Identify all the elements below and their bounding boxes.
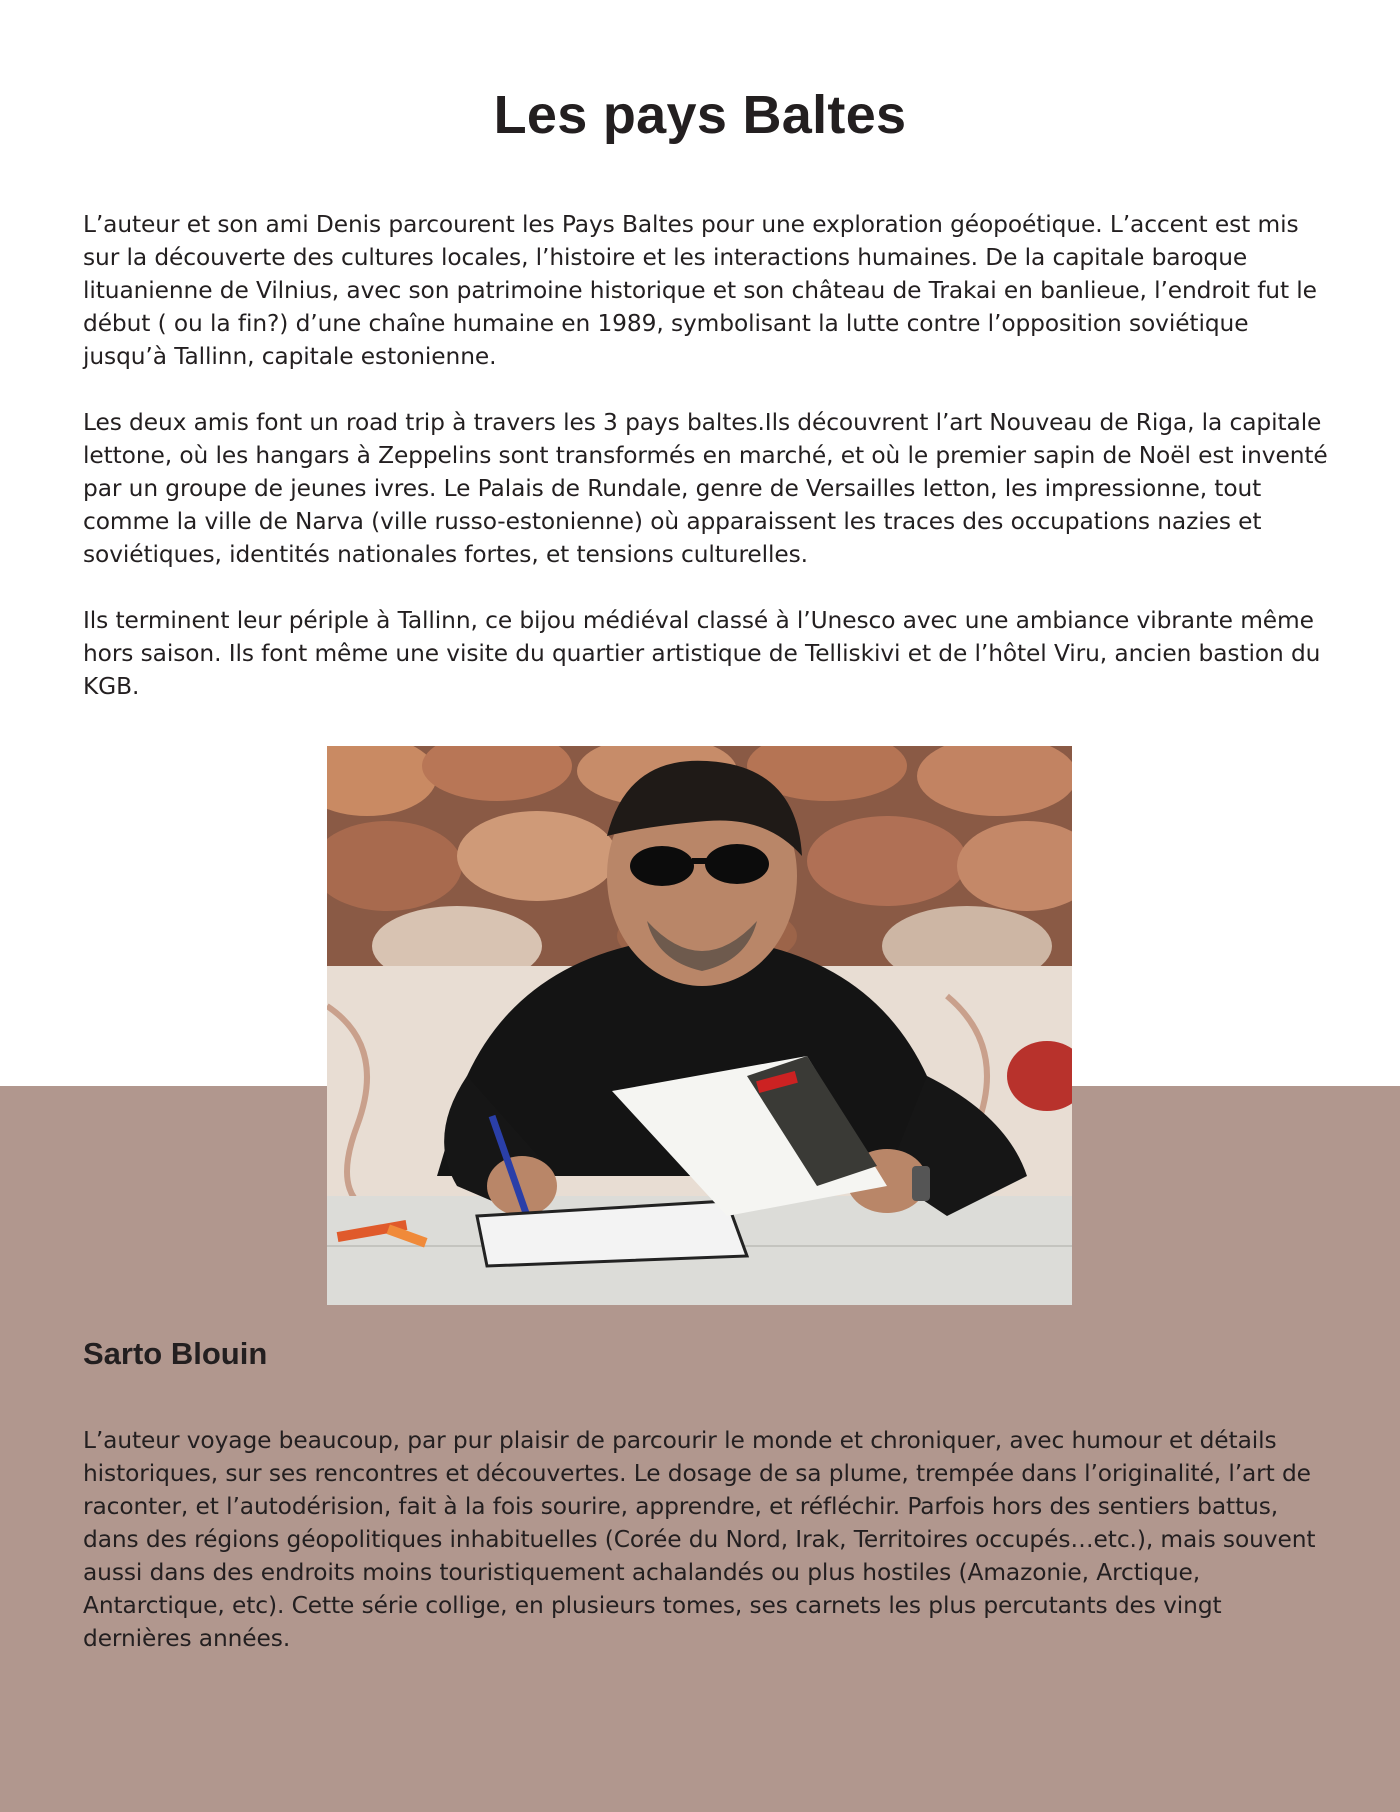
page-title: Les pays Baltes (493, 85, 907, 145)
author-bio: L’auteur voyage beaucoup, par pur plaisir de parcourir le monde et chroniquer, avec humour et détails historiques, sur ses rencontres et découvertes. Le dosage de sa plume, trempée dans l’originalité, l’art de raconter, et l’autodérision, fait à la fois sourire, apprendre, et réfléchir. Parfois hors des sentiers battus, dans des régions géopolitiques inhabituelles (Corée du Nord, Irak, Territoires occupés…etc.), mais souvent aussi dans des endroits moins touristiquement achalandés ou plus hostiles (Amazonie, Arctique, Antarctique, etc). Cette série collige, en plusieurs tomes, ses carnets les plus percutants des vingt dernières années. (83, 1427, 1316, 1652)
author-photo (327, 746, 1072, 1305)
paragraph-1: L’auteur et son ami Denis parcourent les Pays Baltes pour une exploration géopoétique. L’accent est mis sur la découverte des cultures locales, l’histoire et les interactions humaines. De la capitale baroque lituanienne de Vilnius, avec son patrimoine historique et son château de Trakai en banlieue, l’endroit fut le début ( ou la fin?) d’une chaîne humaine en 1989, symbolisant la lutte contre l’opposition soviétique jusqu’à Tallinn, capitale estonienne. (83, 211, 1317, 370)
paragraph-3: Ils terminent leur périple à Tallinn, ce bijou médiéval classé à l’Unesco avec une ambiance vibrante même hors saison. Ils font même une visite du quartier artistique de Telliskivi et de l’hôtel Viru, ancien bastion du KGB. (83, 607, 1321, 700)
paragraph-2: Les deux amis font un road trip à travers les 3 pays baltes.Ils découvrent l’art Nouveau de Riga, la capitale lettone, où les hangars à Zeppelins sont transformés en marché, et où le premier sapin de Noël est inventé par un groupe de jeunes ivres. Le Palais de Rundale, genre de Versailles letton, les impressionne, tout comme la ville de Narva (ville russo-estonienne) où apparaissent les traces des occupations nazies et soviétiques, identités nationales fortes, et tensions culturelles. (83, 409, 1328, 568)
sunglasses (630, 846, 694, 886)
author-name: Sarto Blouin (83, 1336, 268, 1371)
